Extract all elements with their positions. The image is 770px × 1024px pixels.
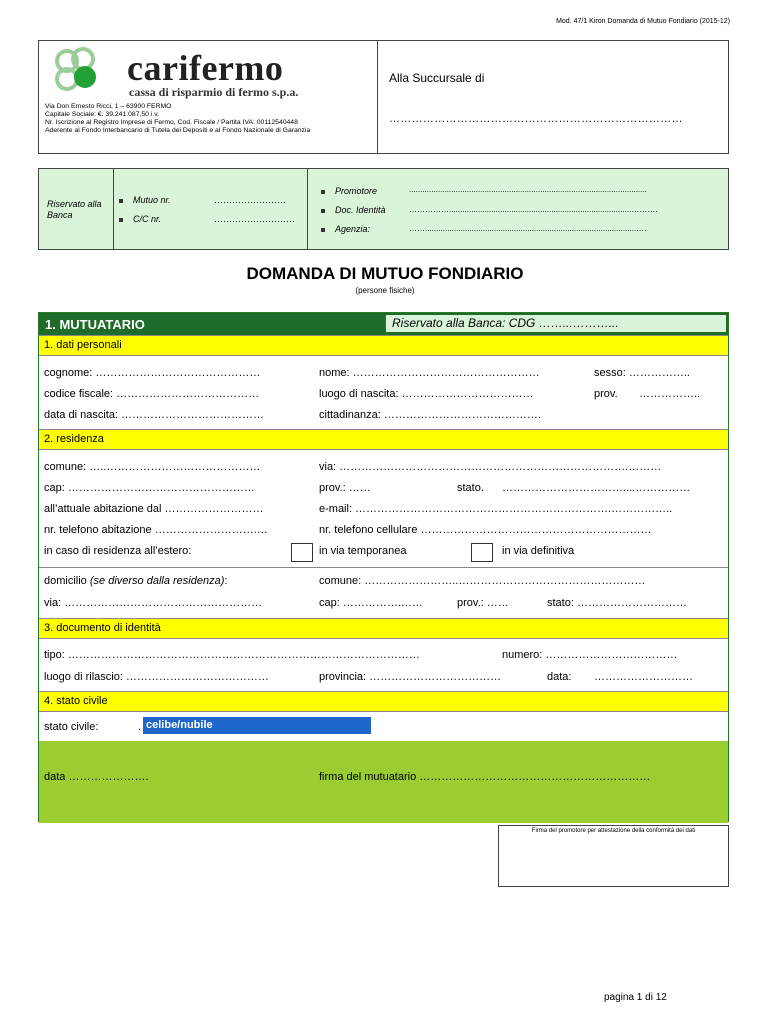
luogo-nascita-field[interactable]: luogo di nascita: ……………………………… xyxy=(319,388,534,400)
prov-field[interactable]: prov.: …… xyxy=(319,482,371,494)
definitiva-label: in via definitiva xyxy=(502,545,575,557)
cognome-field[interactable]: cognome: ……………………………………… xyxy=(44,367,261,379)
bullet-icon xyxy=(321,209,325,213)
domicilio-label xyxy=(44,575,227,587)
stato-field[interactable]: ……………………………....…………… xyxy=(502,482,691,494)
bank-reserved-label xyxy=(47,199,102,221)
stato-civile-label: stato civile: xyxy=(44,721,99,733)
tel-abitazione-field[interactable]: nr. telefono abitazione ……………………….… xyxy=(44,524,268,536)
address-line: Nr. Iscrizione al Registro Imprese di Fermo, Cod. Fiscale / Partita IVA: 00112540448 xyxy=(45,119,298,126)
document-subtitle: (persone fisiche) xyxy=(355,286,415,295)
data-rilascio-field[interactable]: ……………………… xyxy=(594,671,693,683)
succursale-field[interactable]: …………………………………………………………………… xyxy=(389,113,683,125)
doc-identita-label: Doc. Identità xyxy=(335,205,386,215)
domicilio-comune-field[interactable]: comune: ……………………..…………………………………………… xyxy=(319,575,646,587)
bank-address xyxy=(45,103,310,135)
via-field[interactable]: via: …………………………………………………………………….……… xyxy=(319,461,662,473)
data-firma-field[interactable]: data …………………. xyxy=(44,771,149,783)
residenza-heading: 2. residenza xyxy=(39,429,728,450)
stato-label: stato. xyxy=(457,482,484,494)
domicilio-via-field[interactable]: via: ……………………………………………… xyxy=(44,597,263,609)
agenzia-label: Agenzia: xyxy=(335,224,371,234)
bullet-icon xyxy=(321,190,325,194)
mutuo-nr-label: Mutuo nr. xyxy=(133,195,171,205)
tel-cellulare-field[interactable]: nr. telefono cellulare ……………………………………………………… xyxy=(319,524,652,536)
data-rilascio-label: data: xyxy=(547,671,572,683)
stato-civile-dot: . xyxy=(138,721,142,733)
firma-promotore-label: Firma del promotore per attestazione della conformità dei dati xyxy=(531,828,696,834)
divider xyxy=(113,169,114,249)
provincia-rilascio-field[interactable]: provincia: ……………………………… xyxy=(319,671,502,683)
nome-field[interactable]: nome: …………………………………………… xyxy=(319,367,540,379)
address-line: Capitale Sociale: €. 39.241.087,50 i.v. xyxy=(45,111,159,118)
definitiva-checkbox[interactable] xyxy=(471,543,493,562)
agenzia-row xyxy=(321,224,370,234)
prov-nascita-label: prov. xyxy=(594,388,618,400)
domicilio-note: (se diverso dalla residenza) xyxy=(89,575,225,587)
divider xyxy=(307,169,308,249)
cap-field[interactable]: cap: …………………………………………… xyxy=(44,482,255,494)
mutuatario-label: 1. MUTUATARIO xyxy=(45,317,145,332)
data-nascita-field[interactable]: data di nascita: ………………………………… xyxy=(44,409,265,421)
cc-nr-row xyxy=(119,214,161,224)
promotore-field[interactable]: ........................................................................................................... xyxy=(409,185,647,194)
firma-mutuatario-field[interactable]: firma del mutuatario ……………………………………………………… xyxy=(319,771,651,783)
mutuo-nr-row xyxy=(119,195,171,205)
signature-band xyxy=(39,741,728,823)
reserved-label-line: Banca xyxy=(47,210,73,220)
luogo-rilascio-field[interactable]: luogo di rilascio: ………………………………… xyxy=(44,671,269,683)
divider xyxy=(39,567,728,568)
reserved-label-line: Riservato alla xyxy=(47,199,102,209)
bullet-icon xyxy=(321,228,325,232)
header-box xyxy=(38,40,729,154)
documento-numero-field[interactable]: numero: ……………………………… xyxy=(502,649,678,661)
domicilio-prefix: domicilio xyxy=(44,575,90,587)
promotore-row xyxy=(321,186,377,196)
temporanea-label: in via temporanea xyxy=(319,545,407,557)
address-line: Aderente al Fondo Interbancario di Tutela dei Depositi e al Fondo Nazionale di Garanzia xyxy=(45,127,311,134)
domicilio-stato-field[interactable]: stato: ………………………… xyxy=(547,597,687,609)
address-line: Via Don Ernesto Ricci, 1 – 63900 FERMO xyxy=(45,103,172,110)
cdg-field[interactable]: Riservato alla Banca: CDG ……...………... xyxy=(385,315,726,332)
abitazione-dal-field[interactable]: all’attuale abitazione dal ……………………… xyxy=(44,503,264,515)
agenzia-field[interactable]: ……...............................................................................................…. xyxy=(409,224,647,233)
cittadinanza-field[interactable]: cittadinanza: ……………………………………. xyxy=(319,409,541,421)
domicilio-cap-field[interactable]: cap: …………….…… xyxy=(319,597,423,609)
mutuatario-header xyxy=(39,313,728,335)
document-title: DOMANDA DI MUTUO FONDIARIO xyxy=(246,264,524,283)
email-field[interactable]: e-mail: …………………………………………………………….…………….. xyxy=(319,503,673,515)
temporanea-checkbox[interactable] xyxy=(291,543,313,562)
bank-reserved-box xyxy=(38,168,729,250)
comune-field[interactable]: comune: …..…………………………………… xyxy=(44,461,261,473)
sesso-field[interactable]: sesso: …………….. xyxy=(594,367,690,379)
bullet-icon xyxy=(119,218,123,222)
documento-heading: 3. documento di identità xyxy=(39,618,728,639)
firma-promotore-box[interactable] xyxy=(498,825,729,887)
carifermo-logo-icon xyxy=(53,47,123,95)
codice-fiscale-field[interactable]: codice fiscale: ………………………………… xyxy=(44,388,260,400)
promotore-label: Promotore xyxy=(335,186,378,196)
bank-info-panel xyxy=(39,41,378,153)
doc-identita-row xyxy=(321,205,386,215)
logo-wordmark: carifermo xyxy=(127,48,284,88)
stato-civile-heading: 4. stato civile xyxy=(39,691,728,712)
cc-nr-field[interactable]: ……………………… xyxy=(214,214,295,224)
mutuatario-section xyxy=(38,312,729,822)
documento-tipo-field[interactable]: tipo: …………………………………………………………………………………… xyxy=(44,649,420,661)
dati-personali-heading: 1. dati personali xyxy=(39,335,728,356)
domicilio-suffix: : xyxy=(224,575,228,587)
form-reference: Mod. 47/1 Kiron Domanda di Mutuo Fondiario (2015-12) xyxy=(556,18,730,25)
cc-nr-label: C/C nr. xyxy=(133,214,162,224)
mutuo-nr-field[interactable]: …………………… xyxy=(214,195,286,205)
bullet-icon xyxy=(119,199,123,203)
prov-nascita-field[interactable]: …………….. xyxy=(639,388,701,400)
residenza-estero-label: in caso di residenza all’estero: xyxy=(44,545,192,557)
domicilio-prov-field[interactable]: prov.: …… xyxy=(457,597,509,609)
page-number: pagina 1 di 12 xyxy=(604,992,667,1003)
logo-subtitle: cassa di risparmio di fermo s.p.a. xyxy=(129,85,299,99)
succursale-label: Alla Succursale di xyxy=(389,71,485,85)
doc-identita-field[interactable]: ……………..................................................................................………. xyxy=(409,205,658,214)
stato-civile-select[interactable]: celibe/nubile xyxy=(143,717,371,734)
